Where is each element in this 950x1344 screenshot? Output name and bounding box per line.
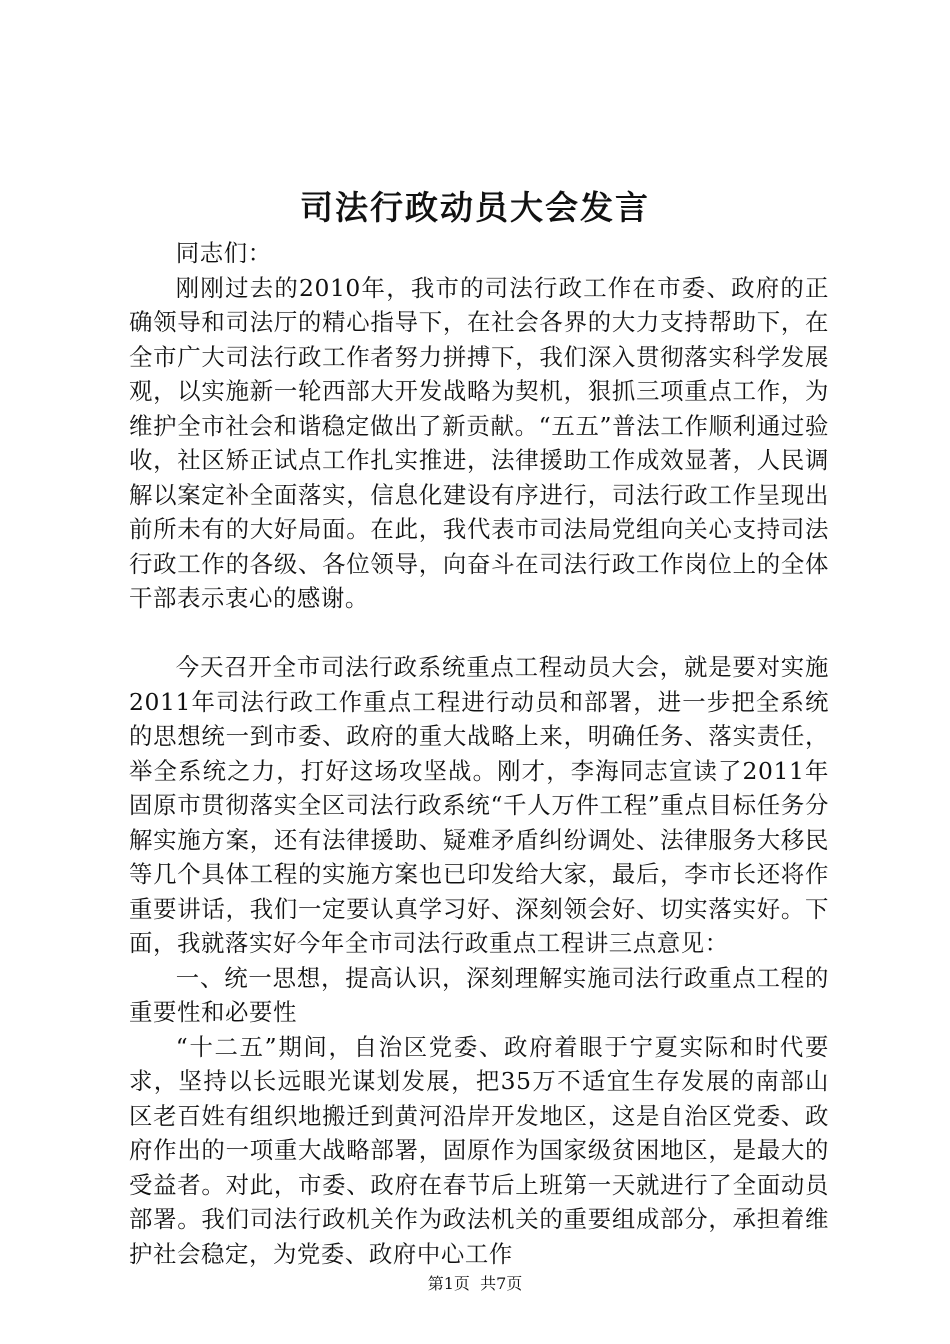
document-title: 司法行政动员大会发言 xyxy=(300,188,650,227)
document-body xyxy=(129,236,829,1271)
paragraph-gap xyxy=(129,616,829,651)
paragraph-1: 刚刚过去的2010年，我市的司法行政工作在市委、政府的正确领导和司法厅的精心指导下，在社会各界的大力支持帮助下，在全市广大司法行政工作者努力拼搏下，我们深入贯彻落实科学发展观，以实施新一轮西部大开发战略为契机，狠抓三项重点工作，为维护全市社会和谐稳定做出了新贡献。“五五”普法工作顺利通过验收，社区矫正试点工作扎实推进，法律援助工作成效显著，人民调解以案定补全面落实，信息化建设有序进行，司法行政工作呈现出前所未有的大好局面。在此，我代表市司法局党组向关心支持司法行政工作的各级、各位领导，向奋斗在司法行政工作岗位上的全体干部表示衷心的感谢。 xyxy=(129,273,829,612)
section-heading-1: 一、统一思想，提高认识，深刻理解实施司法行政重点工程的重要性和必要性 xyxy=(129,963,829,1026)
salutation: 同志们： xyxy=(175,239,272,267)
page-footer xyxy=(0,1273,950,1295)
footer-separator xyxy=(470,1274,480,1293)
page-number: 第1页 xyxy=(427,1274,470,1293)
page-total: 共7页 xyxy=(480,1274,523,1293)
paragraph-3: “十二五”期间，自治区党委、政府着眼于宁夏实际和时代要求，坚持以长远眼光谋划发展，把35万不适宜生存发展的南部山区老百姓有组织地搬迁到黄河沿岸开发地区，这是自治区党委、政府作出的一项重大战略部署，固原作为国家级贫困地区，是最大的受益者。对此，市委、政府在春节后上班第一天就进行了全面动员部署。我们司法行政机关作为政法机关的重要组成部分，承担着维护社会稳定，为党委、政府中心工作 xyxy=(129,1032,829,1268)
paragraph-2: 今天召开全市司法行政系统重点工程动员大会，就是要对实施2011年司法行政工作重点工程进行动员和部署，进一步把全系统的思想统一到市委、政府的重大战略上来，明确任务、落实责任，举全系统之力，打好这场攻坚战。刚才，李海同志宣读了2011年固原市贯彻落实全区司法行政系统“千人万件工程”重点目标任务分解实施方案，还有法律援助、疑难矛盾纠纷调处、法律服务大移民等几个具体工程的实施方案也已印发给大家，最后，李市长还将作重要讲话，我们一定要认真学习好、深刻领会好、切实落实好。下面，我就落实好今年全市司法行政重点工程讲三点意见： xyxy=(129,653,829,957)
